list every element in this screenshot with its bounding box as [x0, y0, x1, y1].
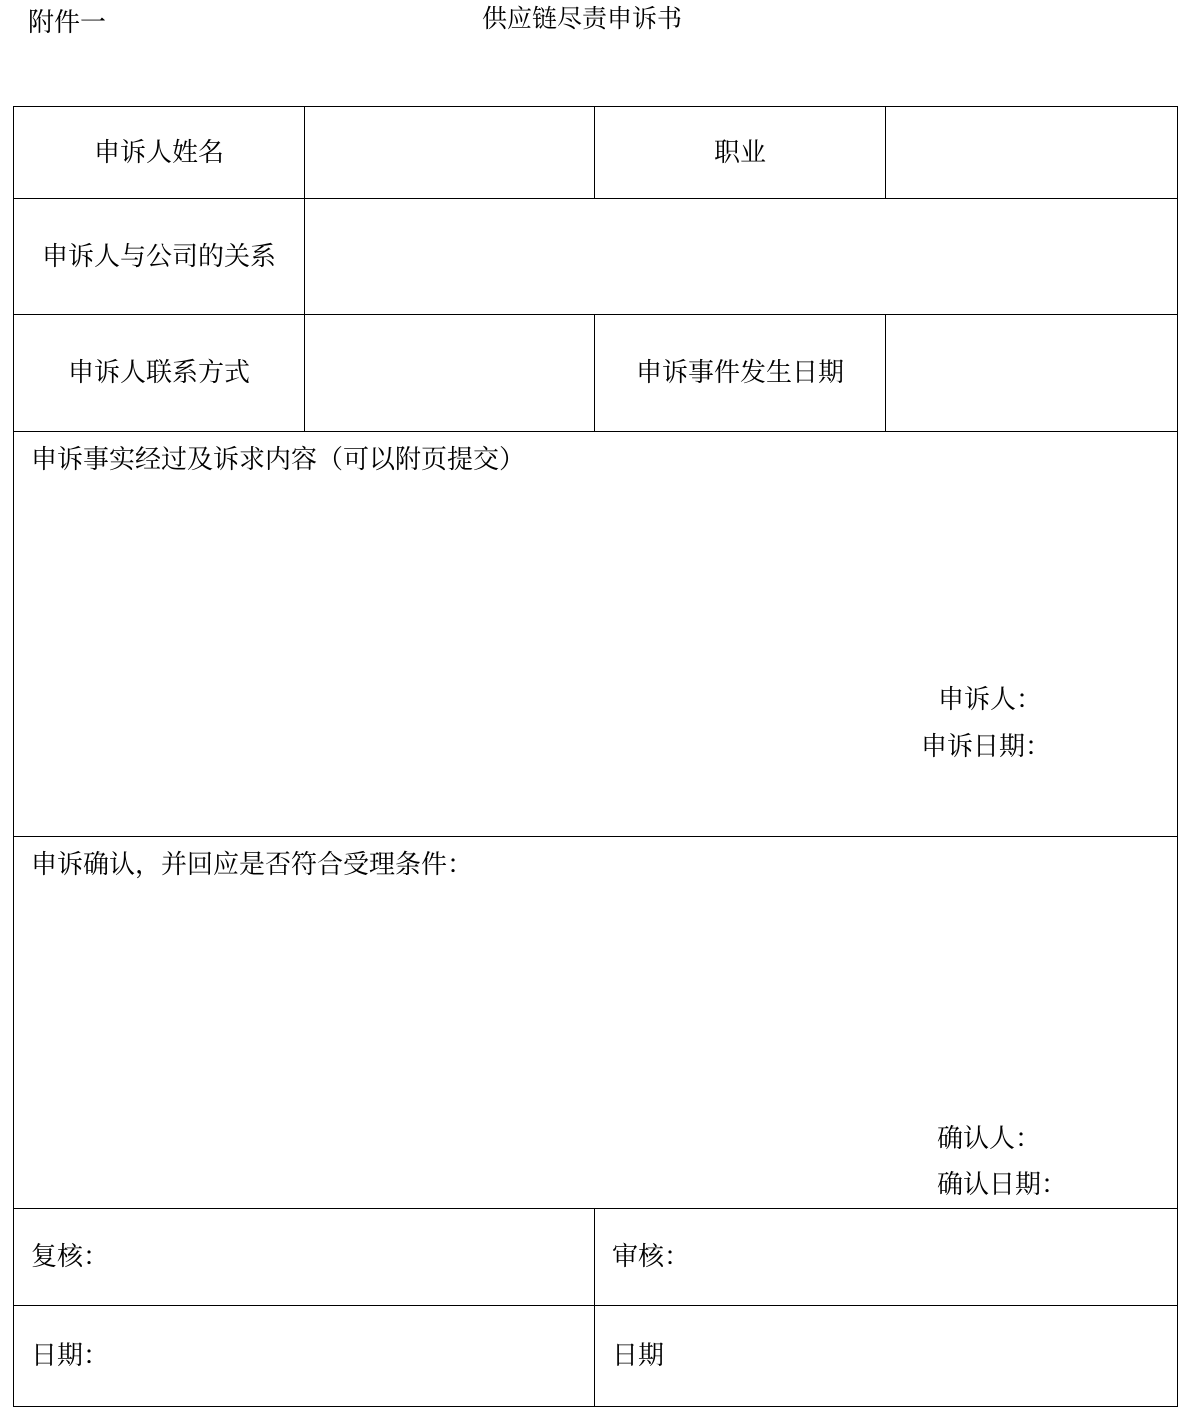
form-row-name: [14, 107, 1178, 199]
confirm-date-label: 确认日期：: [937, 1170, 1068, 1200]
form-row-dates: [14, 1306, 1178, 1407]
complainant-name-label: 申诉人姓名: [14, 107, 305, 199]
review-cell[interactable]: [14, 1209, 595, 1306]
document-title: 供应链尽责申诉书: [482, 4, 683, 33]
review-date-cell[interactable]: [14, 1306, 595, 1407]
relation-label: 申诉人与公司的关系: [14, 199, 305, 315]
form-row-review: [14, 1209, 1178, 1306]
contact-field[interactable]: [305, 315, 595, 432]
form-row-relation: [14, 199, 1178, 315]
confirmation-section[interactable]: [14, 837, 1178, 1209]
occupation-label: 职业: [595, 107, 886, 199]
audit-cell[interactable]: [595, 1209, 1178, 1306]
occupation-field[interactable]: [886, 107, 1178, 199]
review-date-label: 日期：: [31, 1341, 110, 1371]
facts-heading: 申诉事实经过及诉求内容（可以附页提交）: [31, 445, 526, 475]
complaint-form-table: [13, 106, 1178, 1407]
facts-section[interactable]: [14, 432, 1178, 837]
complaint-date-label: 申诉日期：: [921, 732, 1052, 762]
confirmation-heading: 申诉确认，并回应是否符合受理条件：: [31, 850, 474, 880]
annex-label: 附件一: [28, 8, 107, 38]
confirmer-label: 确认人：: [937, 1124, 1042, 1154]
complainant-name-field[interactable]: [305, 107, 595, 199]
audit-date-label: 日期: [612, 1341, 665, 1371]
complainant-signature-label: 申诉人：: [938, 685, 1043, 715]
audit-label: 审核：: [612, 1242, 691, 1272]
review-label: 复核：: [31, 1242, 110, 1272]
contact-label: 申诉人联系方式: [14, 315, 305, 432]
audit-date-cell[interactable]: [595, 1306, 1178, 1407]
form-row-facts: [14, 432, 1178, 837]
event-date-label: 申诉事件发生日期: [595, 315, 886, 432]
relation-field[interactable]: [305, 199, 1178, 315]
form-row-contact: [14, 315, 1178, 432]
form-row-confirmation: [14, 837, 1178, 1209]
event-date-field[interactable]: [886, 315, 1178, 432]
